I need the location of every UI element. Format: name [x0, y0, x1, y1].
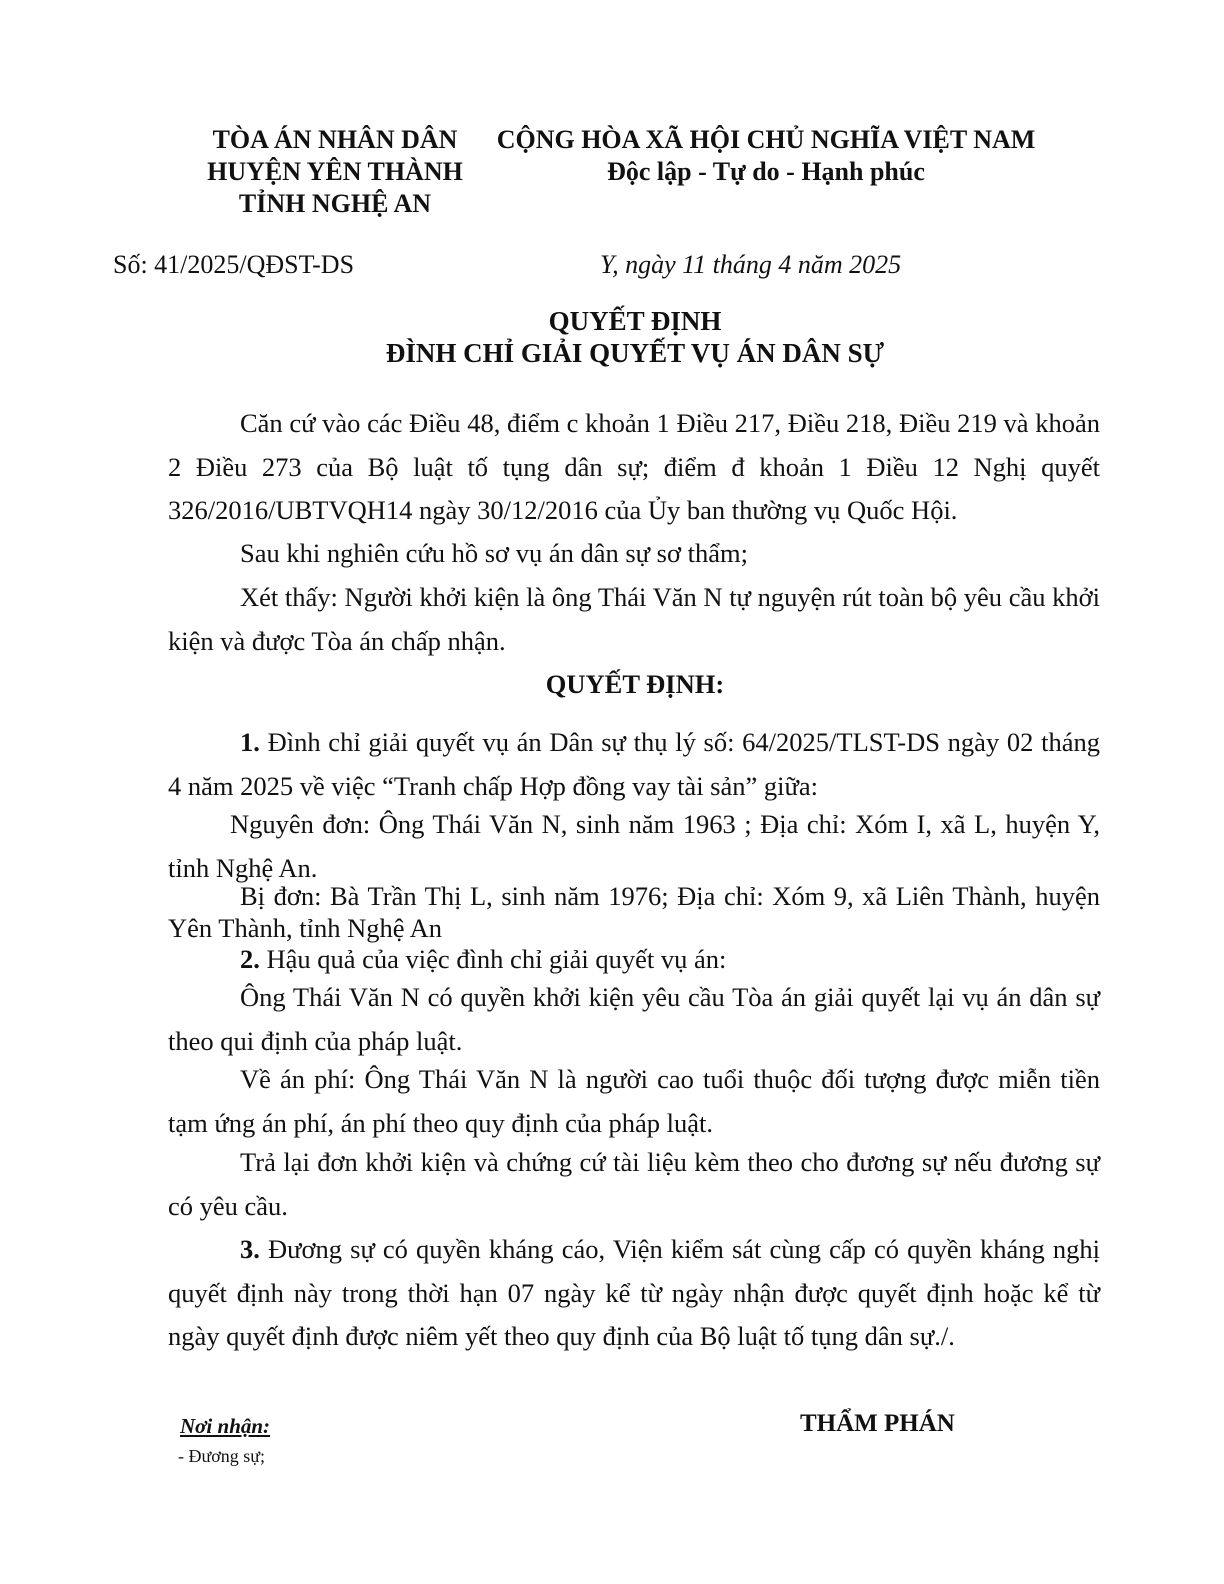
- signer-title: THẨM PHÁN: [800, 1410, 955, 1437]
- document-title-line-2: ĐÌNH CHỈ GIẢI QUYẾT VỤ ÁN DÂN SỰ: [385, 338, 885, 368]
- decision-item-2-number: 2.: [240, 944, 260, 974]
- decision-item-3-number: 3.: [240, 1234, 260, 1264]
- court-name-line-3: TỈNH NGHỆ AN: [238, 189, 432, 218]
- decision-item-1: [168, 721, 1100, 808]
- court-name-line-2: HUYỆN YÊN THÀNH: [207, 157, 463, 186]
- document-title-line-1: QUYẾT ĐỊNH: [548, 306, 722, 336]
- national-motto-block: [490, 124, 1042, 188]
- decision-item-1-text: Đình chỉ giải quyết vụ án Dân sự thụ lý số: 64/2025/TLST-DS ngày 02 tháng 4 năm 2025 về việc “Tranh chấp Hợp đồng vay tài sản” giữa:: [168, 727, 1101, 801]
- court-name-block: [180, 124, 490, 220]
- plaintiff-paragraph: Nguyên đơn: Ông Thái Văn N, sinh năm 1963 ; Địa chỉ: Xóm I, xã L, huyện Y, tỉnh Nghệ An.: [168, 809, 1100, 883]
- consequence-paragraph: Ông Thái Văn N có quyền khởi kiện yêu cầu Tòa án giải quyết lại vụ án dân sự theo qui định của pháp luật.: [168, 982, 1100, 1056]
- decision-item-3-text: Đương sự có quyền kháng cáo, Viện kiểm sát cùng cấp có quyền kháng nghị quyết định này trong thời hạn 07 ngày kể từ ngày nhận được quyết định hoặc kể từ ngày quyết định được niêm yết theo quy định của Bộ luật tố tụng dân sự./.: [168, 1234, 1100, 1351]
- decision-item-1-number: 1.: [240, 727, 260, 757]
- decision-heading: QUYẾT ĐỊNH:: [545, 669, 725, 699]
- decision-item-2-text: Hậu quả của việc đình chỉ giải quyết vụ án:: [266, 944, 727, 974]
- return-documents-paragraph: Trả lại đơn khởi kiện và chứng cứ tài liệu kèm theo cho đương sự nếu đương sự có yêu cầu.: [168, 1147, 1100, 1221]
- legal-basis-paragraph: Căn cứ vào các Điều 48, điểm c khoản 1 Điều 217, Điều 218, Điều 219 và khoản 2 Điều 273 của Bộ luật tố tụng dân sự; điểm đ khoản 1 Điều 12 Nghị quyết 326/2016/UBTVQH14 ngày 30/12/2016 của Ủy ban thường vụ Quốc Hội.: [168, 408, 1100, 525]
- court-name-line-1: TÒA ÁN NHÂN DÂN: [212, 125, 458, 154]
- defendant-paragraph: Bị đơn: Bà Trần Thị L, sinh năm 1976; Địa chỉ: Xóm 9, xã Liên Thành, huyện Yên Thành, tỉnh Nghệ An: [168, 881, 1100, 943]
- court-fee-paragraph: Về án phí: Ông Thái Văn N là người cao tuổi thuộc đối tượng được miễn tiền tạm ứng án phí, án phí theo quy định của pháp luật.: [168, 1064, 1100, 1138]
- recipient-item: - Đương sự;: [178, 1446, 266, 1466]
- document-title: [0, 305, 1224, 369]
- document-date: Y, ngày 11 tháng 4 năm 2025: [600, 250, 902, 279]
- decision-item-3: [168, 1228, 1100, 1359]
- decision-item-2: [168, 943, 1100, 975]
- recipients-label: Nơi nhận:: [180, 1414, 271, 1438]
- review-paragraph: Sau khi nghiên cứu hồ sơ vụ án dân sự sơ thẩm;: [240, 538, 748, 568]
- finding-paragraph: Xét thấy: Người khởi kiện là ông Thái Văn N tự nguyện rút toàn bộ yêu cầu khởi kiện và được Tòa án chấp nhận.: [168, 582, 1100, 656]
- document-number: Số: 41/2025/QĐST-DS: [113, 250, 355, 279]
- national-motto: Độc lập - Tự do - Hạnh phúc: [607, 157, 925, 186]
- country-name: CỘNG HÒA XÃ HỘI CHỦ NGHĨA VIỆT NAM: [496, 125, 1036, 154]
